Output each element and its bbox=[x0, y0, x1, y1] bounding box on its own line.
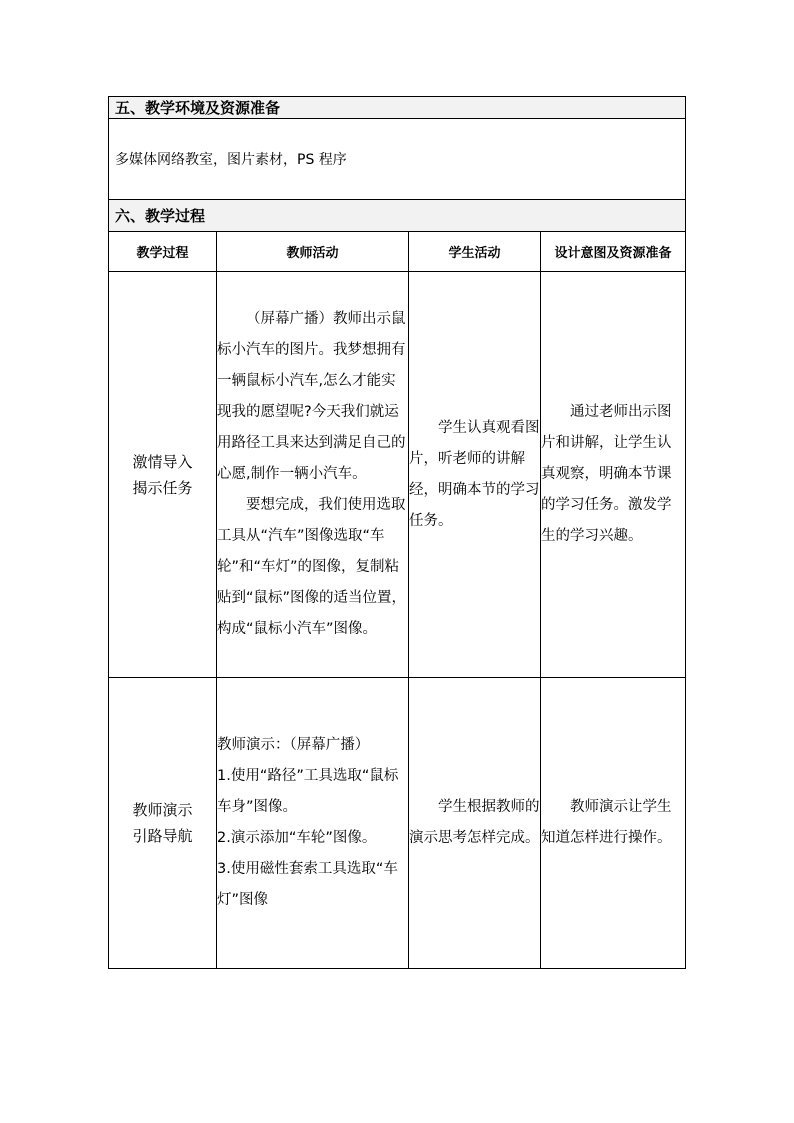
table-header-row bbox=[109, 232, 686, 272]
design-paragraph: 通过老师出示图片和讲解，让学生认真观察，明确本节课的学习任务。激发学生的学习兴趣。 bbox=[541, 404, 672, 544]
student-paragraph: 学生认真观看图片，听老师的讲解经，明确本节的学习任务。 bbox=[409, 419, 540, 529]
teacher-paragraph: 教师演示：（屏幕广播） bbox=[217, 737, 370, 753]
table-row bbox=[109, 678, 686, 969]
stage-cell bbox=[109, 678, 217, 969]
design-intent-cell bbox=[541, 272, 686, 678]
teacher-paragraph: （屏幕广播）教师出示鼠标小汽车的图片。我梦想拥有一辆鼠标小汽车,怎么才能实现我的愿望呢?今天我们就运用路径工具来达到满足自己的心愿,制作一辆小汽车。 bbox=[217, 311, 406, 482]
design-intent-cell bbox=[541, 678, 686, 969]
teacher-paragraph: 2.演示添加“车轮”图像。 bbox=[217, 830, 377, 846]
section6-header-row bbox=[109, 200, 686, 232]
teacher-paragraph: 要想完成，我们使用选取工具从“汽车”图像选取“车轮”和“车灯”的图像，复制粘贴到“鼠标”图像的适当位置，构成“鼠标小汽车”图像。 bbox=[217, 497, 407, 637]
stage-line: 教师演示 bbox=[132, 801, 193, 819]
stage-line: 引路导航 bbox=[132, 827, 193, 845]
section5-title: 五、教学环境及资源准备 bbox=[109, 97, 686, 119]
header-teacher: 教师活动 bbox=[217, 232, 409, 272]
teacher-activity-cell bbox=[217, 272, 409, 678]
header-design: 设计意图及资源准备 bbox=[541, 232, 686, 272]
header-stage: 教学过程 bbox=[109, 232, 217, 272]
stage-line: 揭示任务 bbox=[132, 478, 193, 497]
design-paragraph: 教师演示让学生知道怎样进行操作。 bbox=[541, 799, 672, 846]
stage-cell bbox=[109, 272, 217, 678]
document-page bbox=[108, 96, 685, 969]
section6-title: 六、教学过程 bbox=[109, 200, 686, 232]
stage-line: 激情导入 bbox=[132, 452, 193, 471]
section5-content: 多媒体网络教室，图片素材，PS 程序 bbox=[109, 119, 686, 200]
student-paragraph: 学生根据教师的演示思考怎样完成。 bbox=[409, 799, 540, 846]
table-row bbox=[109, 272, 686, 678]
teacher-paragraph: 3.使用磁性套索工具选取“车灯”图像 bbox=[217, 861, 398, 908]
section5-content-row bbox=[109, 119, 686, 200]
teacher-activity-cell bbox=[217, 678, 409, 969]
student-activity-cell bbox=[409, 678, 541, 969]
section5-header-row bbox=[109, 97, 686, 119]
header-student: 学生活动 bbox=[409, 232, 541, 272]
student-activity-cell bbox=[409, 272, 541, 678]
lesson-plan-table bbox=[108, 96, 686, 969]
teacher-paragraph: 1.使用“路径”工具选取“鼠标车身”图像。 bbox=[217, 768, 399, 815]
